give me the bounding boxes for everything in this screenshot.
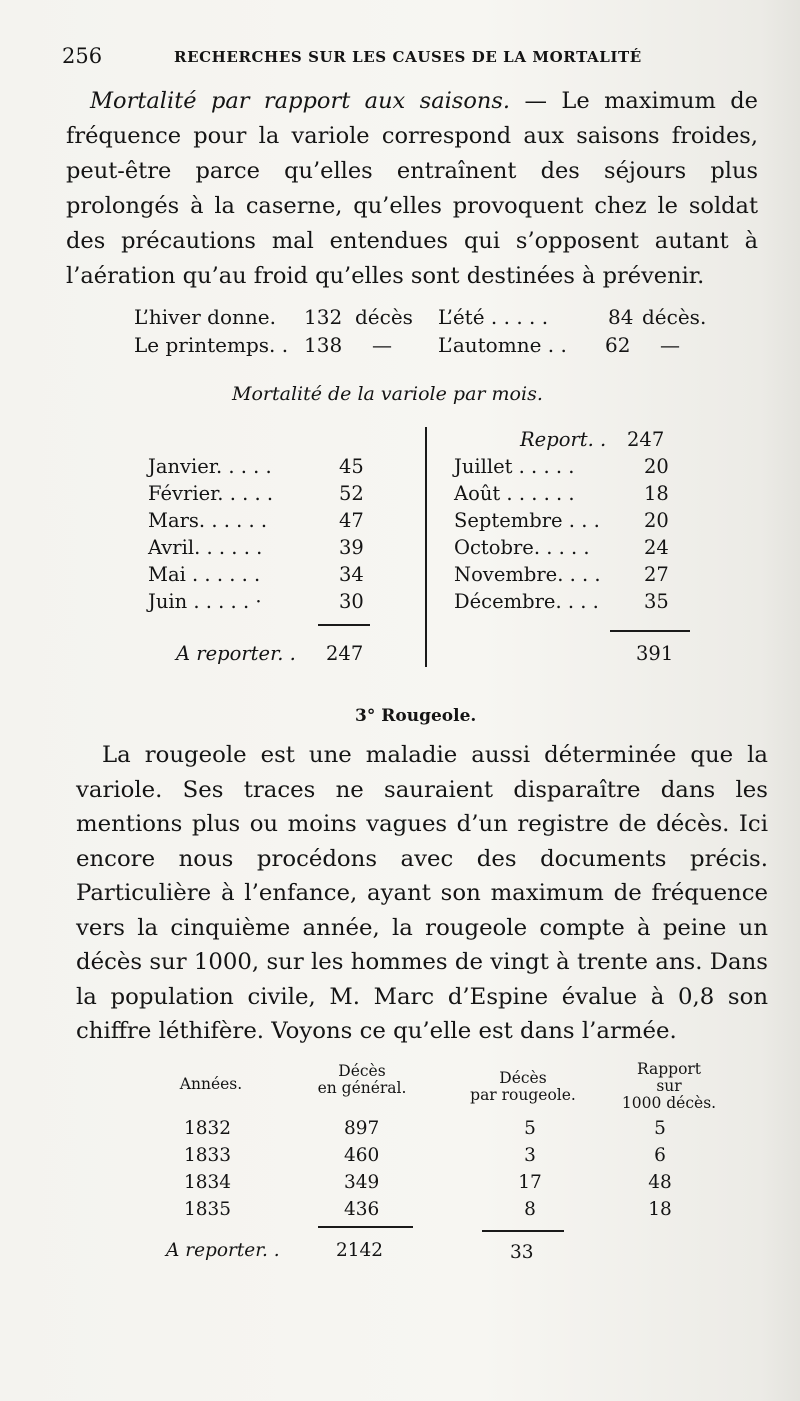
carry-value: 247 [326,642,364,665]
sum-rule [318,624,370,626]
header-text: Années. [179,1075,243,1093]
column-divider [425,427,427,667]
paragraph-lead: Mortalité par rapport aux saisons. [90,88,511,114]
season-value: 138 [304,333,343,357]
month-label: Mars. . . . . . [148,509,268,532]
carry-label: A reporter. . [176,642,296,665]
seasons-paragraph [66,84,758,294]
season-unit: décès. [642,305,707,329]
month-value: 45 [339,455,364,478]
table-title: Mortalité de la variole par mois. [232,383,543,405]
season-unit: — [372,333,392,357]
year-cell: 1832 [184,1118,232,1139]
col-header-deces-rougeole [454,1070,592,1104]
rapport-cell: 6 [654,1145,666,1166]
general-cell: 349 [344,1172,380,1193]
header-text: Décès [338,1062,386,1080]
month-value: 35 [644,590,669,613]
month-label: Avril. . . . . . [148,536,263,559]
month-label: Août . . . . . . [454,482,575,505]
rougeole-cell: 5 [524,1118,536,1139]
month-value: 18 [644,482,669,505]
month-label: Janvier. . . . . [148,455,272,478]
general-cell: 436 [344,1199,380,1220]
sum-rule [482,1230,564,1232]
col-header-rapport [604,1061,734,1112]
season-value: 62 [605,333,631,357]
month-value: 52 [339,482,364,505]
paragraph-body: — Le maximum de fréquence pour la variole correspond aux saisons froides, peut-être parce qu’elles entraînent des séjours plus prolongés à la caserne, qu’elles provoquent chez le soldat des précautions mal entendues qui s’opposent autant à l’aération qu’au froid qu’elles sont destinées à prévenir. [66,88,758,289]
header-text: 1000 décès. [621,1094,717,1112]
month-value: 20 [644,509,669,532]
rougeole-paragraph: La rougeole est une maladie aussi déterminée que la variole. Ses traces ne sauraient disparaître dans les mentions plus ou moins vagues d’un registre de décès. Ici encore nous procédons avec des documents précis. Particulière à l’enfance, ayant son maximum de fréquence vers la cinquième année, la rougeole compte à peine un décès sur 1000, sur les hommes de vingt à trente ans. Dans la population civile, M. Marc d’Espine évalue à 0,8 son chiffre léthifère. Voyons ce qu’elle est dans l’armée. [76,742,768,1044]
season-unit: décès [355,305,413,329]
report-value: 247 [627,428,665,451]
month-value: 24 [644,536,669,559]
season-label: L’hiver donne. [134,305,276,329]
header-text: Rapport [636,1060,702,1078]
page-header [62,44,672,74]
month-label: Septembre . . . [454,509,600,532]
season-value: 84 [608,305,634,329]
page-number: 256 [62,44,103,68]
rougeole-cell: 17 [518,1172,542,1193]
total-value: 391 [636,642,674,665]
header-text: Décès [499,1069,547,1087]
year-cell: 1833 [184,1145,232,1166]
section-heading: 3° Rougeole. [355,706,477,726]
month-label: Novembre. . . . [454,563,601,586]
month-label: Mai . . . . . . [148,563,261,586]
running-title: RECHERCHES SUR LES CAUSES DE LA MORTALITÉ [174,48,642,66]
col-header-annees [166,1076,256,1093]
month-label: Février. . . . . [148,482,274,505]
col-header-deces-general [296,1063,428,1097]
month-value: 27 [644,563,669,586]
season-label: L’été . . . . . [438,305,549,329]
month-value: 39 [339,536,364,559]
sum-rule [318,1226,413,1228]
general-cell: 897 [344,1118,380,1139]
season-label: Le printemps. . [134,333,289,357]
carry-rougeole: 33 [510,1242,534,1263]
year-cell: 1835 [184,1199,232,1220]
rougeole-cell: 3 [524,1145,536,1166]
month-value: 30 [339,590,364,613]
month-label: Décembre. . . . [454,590,599,613]
month-value: 47 [339,509,364,532]
year-cell: 1834 [184,1172,232,1193]
season-value: 132 [304,305,343,329]
rapport-cell: 5 [654,1118,666,1139]
rapport-cell: 18 [648,1199,672,1220]
header-text: par rougeole. [470,1086,576,1104]
month-label: Juin . . . . . · [148,590,262,613]
month-value: 34 [339,563,364,586]
carry-general: 2142 [336,1240,384,1261]
month-label: Octobre. . . . . [454,536,590,559]
sum-rule [610,630,690,632]
season-label: L’automne . . [438,333,567,357]
general-cell: 460 [344,1145,380,1166]
header-text: en général. [317,1079,407,1097]
header-text: sur [656,1077,682,1095]
carry-label: A reporter. . [166,1240,280,1261]
rougeole-cell: 8 [524,1199,536,1220]
rapport-cell: 48 [648,1172,672,1193]
month-value: 20 [644,455,669,478]
report-label: Report. . [520,428,607,451]
season-unit: — [660,333,680,357]
month-label: Juillet . . . . . [454,455,575,478]
